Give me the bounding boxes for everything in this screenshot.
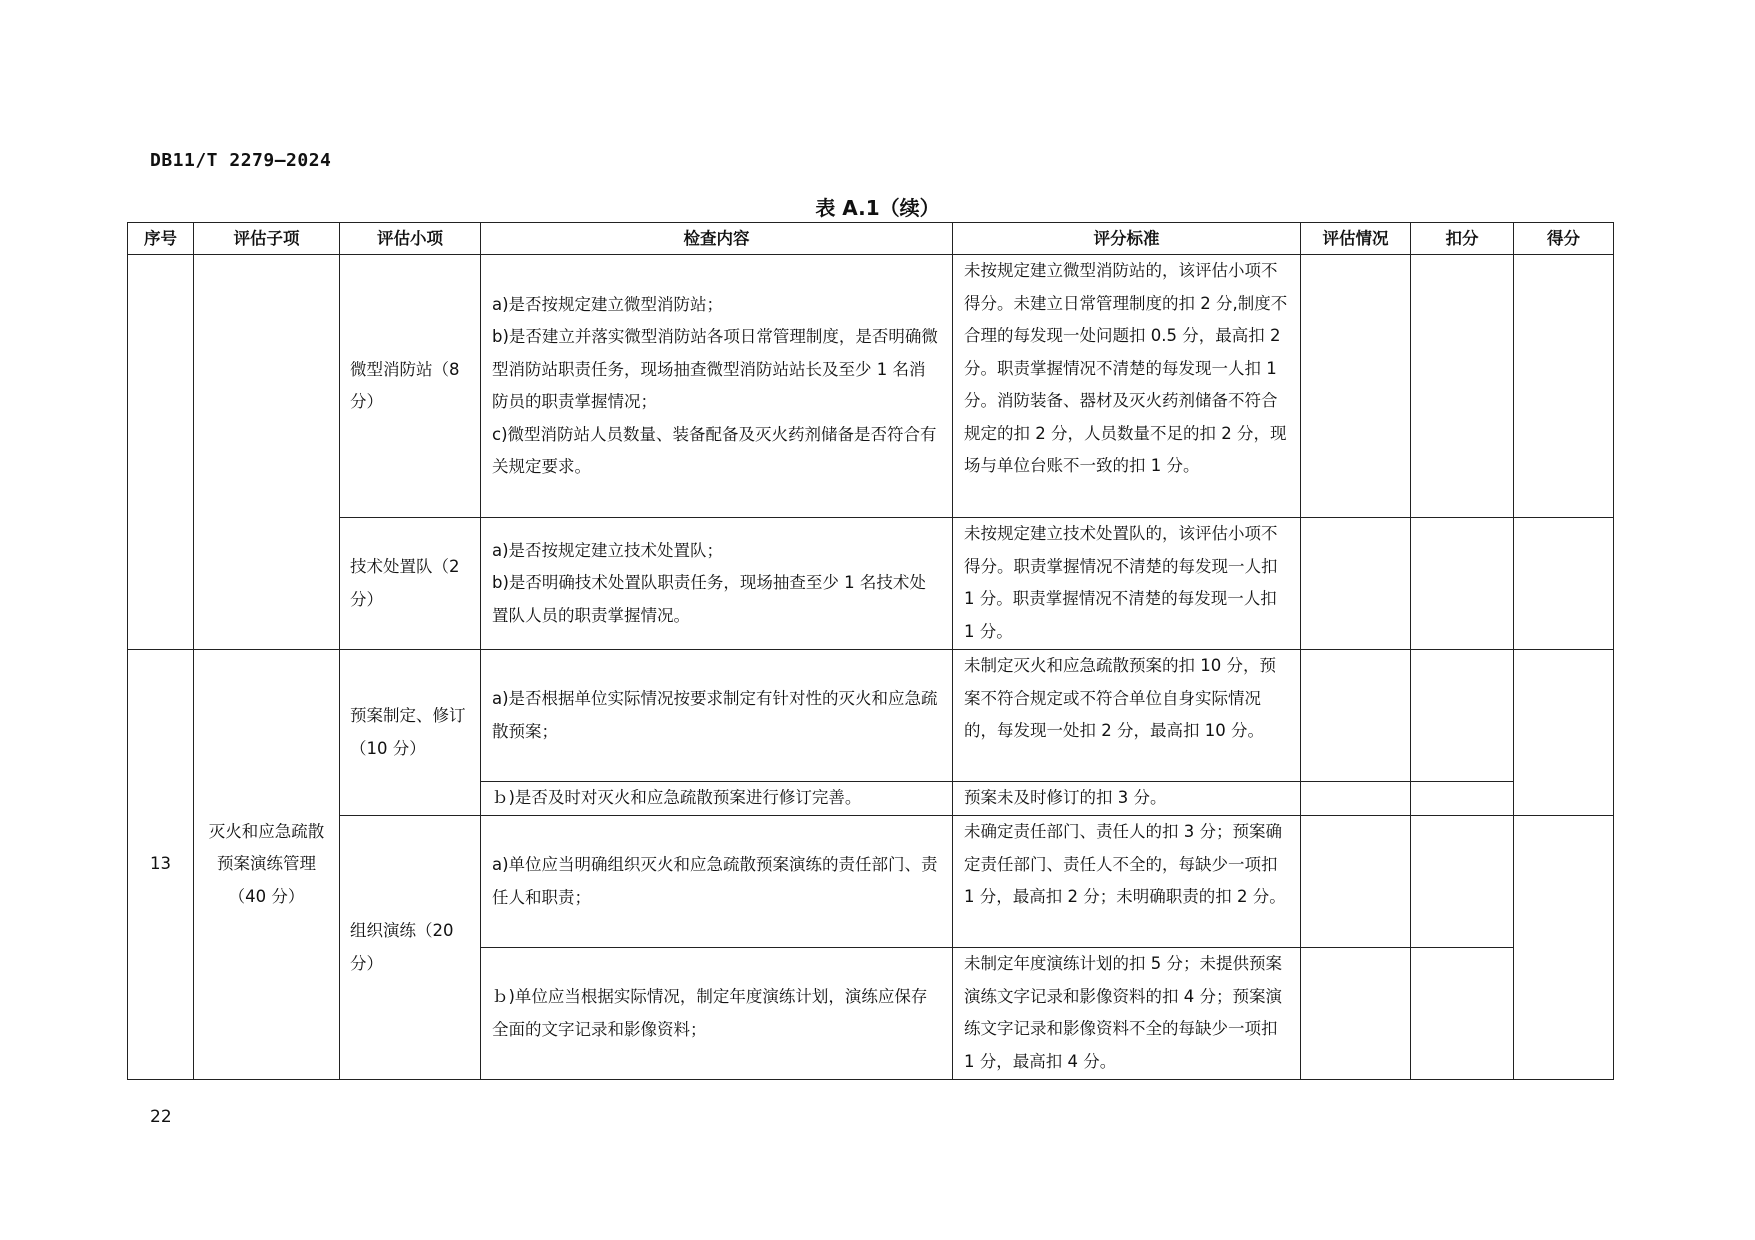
content-line: a)是否按规定建立微型消防站； [492,294,724,314]
header-status: 评估情况 [1301,223,1411,255]
header-sub-item: 评估子项 [194,223,340,255]
score-cell[interactable] [1514,650,1614,816]
header-content: 检查内容 [481,223,953,255]
content-line: a)是否按规定建立技术处置队； [492,540,724,560]
deduct-cell[interactable] [1411,650,1514,782]
content-tech-team [481,518,953,650]
criteria-plan-making-b: 预案未及时修订的扣 3 分。 [953,782,1301,816]
sub-item-score: （40 分） [228,886,305,906]
page-number: 22 [150,1107,172,1127]
small-item-drill: 组织演练（20分） [340,816,481,1080]
document-code: DB11/T 2279—2024 [150,150,332,171]
content-line: c)微型消防站人员数量、装备配备及灭火药剂储备是否符合有关规定要求。 [492,424,937,476]
sub-item-section-13 [194,650,340,1080]
score-cell[interactable] [1514,816,1614,1080]
score-cell[interactable] [1514,255,1614,518]
deduct-cell[interactable] [1411,948,1514,1080]
deduct-cell[interactable] [1411,782,1514,816]
criteria-plan-making-a: 未制定灭火和应急疏散预案的扣 10 分，预案不符合规定或不符合单位自身实际情况的，每发现一处扣 2 分，最高扣 10 分。 [953,650,1301,782]
small-item-tech-team: 技术处置队（2分） [340,518,481,650]
content-plan-making-a: a)是否根据单位实际情况按要求制定有针对性的灭火和应急疏散预案； [481,650,953,782]
seq-13: 13 [128,650,194,1080]
table-row [128,518,1614,650]
deduct-cell[interactable] [1411,518,1514,650]
table-row [128,255,1614,518]
status-cell[interactable] [1301,816,1411,948]
status-cell[interactable] [1301,650,1411,782]
criteria-drill-b: 未制定年度演练计划的扣 5 分；未提供预案演练文字记录和影像资料的扣 4 分；预案演练文字记录和影像资料不全的每缺少一项扣 1 分，最高扣 4 分。 [953,948,1301,1080]
sub-item-cell-empty [194,255,340,650]
criteria-drill-a: 未确定责任部门、责任人的扣 3 分；预案确定责任部门、责任人不全的，每缺少一项扣 1 分，最高扣 2 分；未明确职责的扣 2 分。 [953,816,1301,948]
status-cell[interactable] [1301,782,1411,816]
status-cell[interactable] [1301,948,1411,1080]
header-small-item: 评估小项 [340,223,481,255]
criteria-tech-team: 未按规定建立技术处置队的，该评估小项不得分。职责掌握情况不清楚的每发现一人扣 1 分。职责掌握情况不清楚的每发现一人扣 1 分。 [953,518,1301,650]
content-line: b)是否明确技术处置队职责任务，现场抽查至少 1 名技术处置队人员的职责掌握情况。 [492,573,926,625]
status-cell[interactable] [1301,518,1411,650]
header-seq: 序号 [128,223,194,255]
small-item-plan-making: 预案制定、修订（10 分） [340,650,481,816]
content-drill-b: ｂ)单位应当根据实际情况，制定年度演练计划，演练应保存全面的文字记录和影像资料； [481,948,953,1080]
deduct-cell[interactable] [1411,255,1514,518]
header-score: 得分 [1514,223,1614,255]
small-item-micro-station: 微型消防站（8分） [340,255,481,518]
deduct-cell[interactable] [1411,816,1514,948]
content-line: b)是否建立并落实微型消防站各项日常管理制度，是否明确微型消防站职责任务，现场抽查微型消防站站长及至少 1 名消防员的职责掌握情况； [492,327,938,411]
evaluation-table [127,222,1614,1080]
seq-cell-empty [128,255,194,650]
criteria-micro-station: 未按规定建立微型消防站的，该评估小项不得分。未建立日常管理制度的扣 2 分,制度不合理的每发现一处问题扣 0.5 分，最高扣 2 分。职责掌握情况不清楚的每发现一人扣 1 分。消防装备、器材及灭火药剂储备不符合规定的扣 2 分，人员数量不足的扣 2 分，现场与单位台账不一致的扣 1 分。 [953,255,1301,518]
content-plan-making-b: ｂ)是否及时对灭火和应急疏散预案进行修订完善。 [481,782,953,816]
sub-item-title: 灭火和应急疏散预案演练管理 [208,821,325,874]
table-row [128,650,1614,782]
score-cell[interactable] [1514,518,1614,650]
table-row [128,816,1614,948]
table-title: 表 A.1（续） [815,196,940,220]
content-drill-a: a)单位应当明确组织灭火和应急疏散预案演练的责任部门、责任人和职责； [481,816,953,948]
header-criteria: 评分标准 [953,223,1301,255]
content-micro-station [481,255,953,518]
table-header-row [128,223,1614,255]
header-deduct: 扣分 [1411,223,1514,255]
status-cell[interactable] [1301,255,1411,518]
